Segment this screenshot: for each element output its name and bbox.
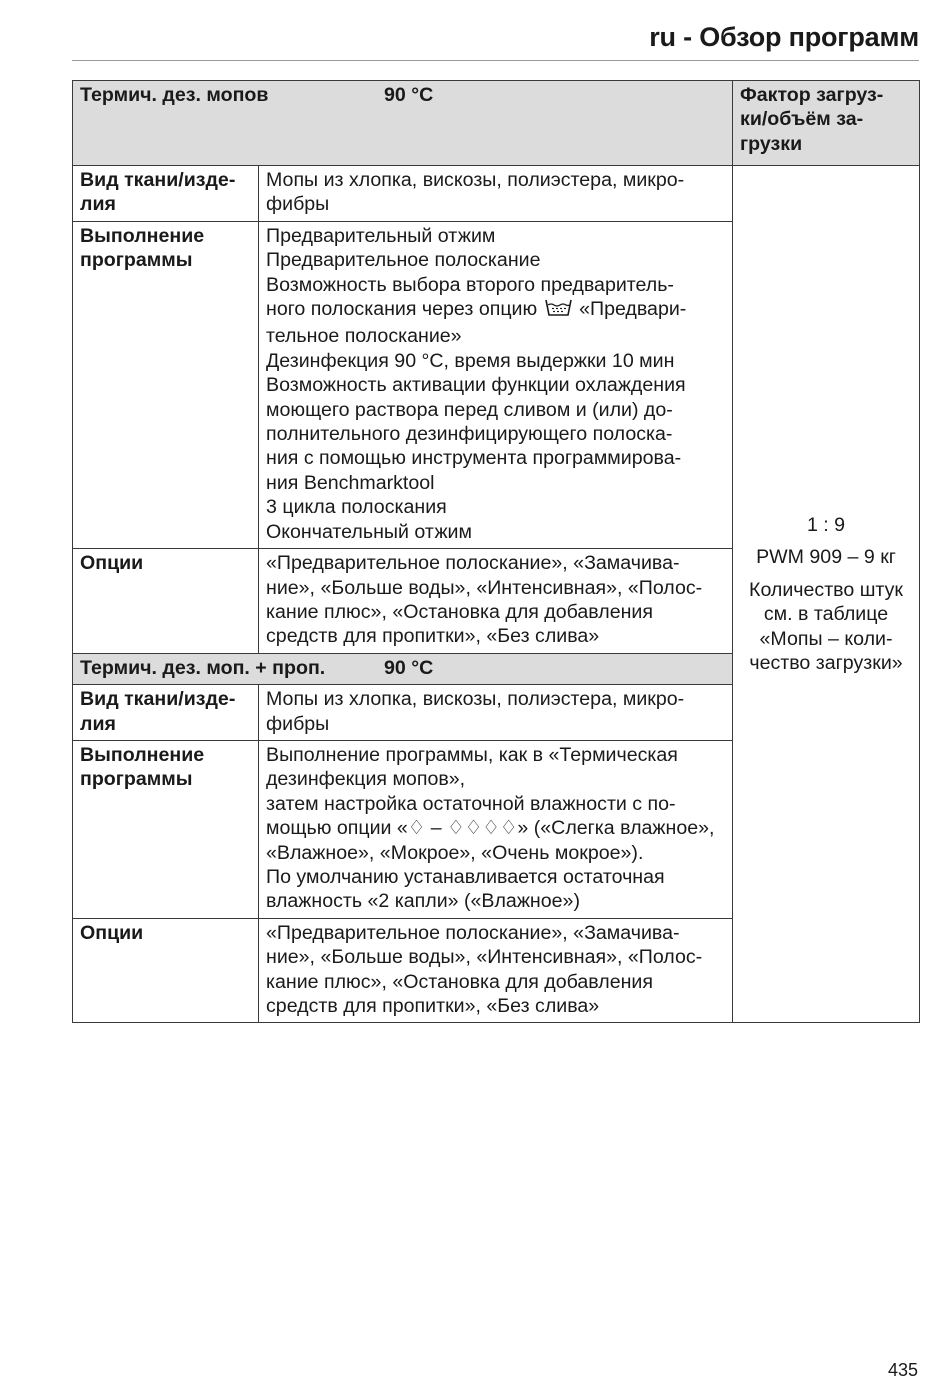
- fabric-value-line: фибры: [266, 712, 330, 735]
- options-line: средств для пропитки», «Без слива»: [266, 995, 600, 1017]
- execution-line: Предварительное полоскание: [266, 249, 541, 272]
- load-factor-header-line: ки/объём за-: [740, 108, 864, 131]
- fabric-label-line: Вид ткани/изде-: [80, 169, 236, 191]
- execution-label: [73, 740, 259, 918]
- fabric-value: [259, 685, 733, 741]
- load-factor-header-line: Фактор загруз-: [740, 84, 884, 106]
- fabric-label-line: лия: [80, 193, 116, 216]
- program-temperature: 90 °C: [384, 656, 434, 679]
- load-ratio: 1 : 9: [806, 513, 846, 536]
- fabric-label-line: лия: [80, 712, 116, 735]
- execution-line: моющего раствора перед сливом и (или) до-: [266, 398, 673, 421]
- options-line: «Предварительное полоскание», «Замачива-: [266, 921, 680, 944]
- options-label: Опции: [73, 918, 259, 1023]
- execution-line: мощью опции «♢ – ♢♢♢♢» («Слегка влажное»,: [266, 817, 715, 840]
- fabric-label: [73, 685, 259, 741]
- execution-line: Возможность выбора второго предваритель-: [266, 273, 674, 296]
- options-line: кание плюс», «Остановка для добавления: [266, 970, 653, 993]
- execution-line: полнительного дезинфицирующего полоска-: [266, 423, 673, 446]
- execution-line: 3 цикла полоскания: [266, 496, 447, 519]
- quantity-note: [737, 578, 915, 676]
- load-factor-header: [733, 81, 920, 166]
- options-value: [259, 549, 733, 654]
- execution-line: ния с помощью инструмента программирова-: [266, 447, 682, 470]
- options-value: [259, 918, 733, 1023]
- fabric-label: [73, 166, 259, 222]
- load-factor-cell: [733, 166, 920, 1023]
- program-title-cell: [73, 81, 733, 166]
- execution-line: Дезинфекция 90 °C, время выдержки 10 мин: [266, 349, 675, 372]
- options-line: «Предварительное полоскание», «Замачива-: [266, 552, 680, 575]
- page-number: 435: [887, 1360, 918, 1380]
- execution-line: затем настройка остаточной влажности с по-: [266, 792, 676, 815]
- page-title: ru - Обзор программ: [649, 22, 919, 52]
- table-row: [73, 166, 920, 222]
- page-header: [72, 0, 919, 61]
- execution-label-line: программы: [80, 249, 193, 272]
- execution-label: [73, 221, 259, 548]
- execution-label-line: Выполнение: [80, 224, 205, 247]
- execution-label-line: Выполнение: [80, 743, 205, 766]
- program-header-row: [73, 81, 920, 166]
- execution-line: тельное полоскание»: [266, 325, 462, 348]
- execution-line: [266, 297, 725, 324]
- program-title-cell: [73, 653, 733, 684]
- fabric-value: [259, 166, 733, 222]
- execution-value: [259, 740, 733, 918]
- execution-line: Окончательный отжим: [266, 520, 472, 543]
- quantity-note-line: «Мопы – коли-: [759, 627, 893, 650]
- prewash-icon: [544, 298, 573, 324]
- fabric-value-line: Мопы из хлопка, вискозы, полиэстера, микро-: [266, 688, 685, 711]
- execution-line: Выполнение программы, как в «Термическая: [266, 743, 678, 766]
- program-temperature: 90 °C: [384, 84, 434, 106]
- execution-line: «Влажное», «Мокрое», «Очень мокрое»).: [266, 841, 644, 864]
- machine-model: PWM 909 – 9 кг: [756, 546, 896, 569]
- execution-line: влажность «2 капли» («Влажное»): [266, 890, 580, 913]
- execution-line: дезинфекция мопов»,: [266, 768, 466, 791]
- execution-line: Возможность активации функции охлаждения: [266, 374, 686, 397]
- execution-line: ния Benchmarktool: [266, 471, 435, 494]
- quantity-note-line: чество загрузки»: [749, 652, 903, 675]
- quantity-note-line: Количество штук: [749, 578, 903, 601]
- fabric-label-line: Вид ткани/изде-: [80, 688, 236, 711]
- execution-value: [259, 221, 733, 548]
- program-name: Термич. дез. мопов: [80, 84, 269, 106]
- execution-line: Предварительный отжим: [266, 224, 496, 247]
- options-line: кание плюс», «Остановка для добавления: [266, 600, 653, 623]
- options-label: Опции: [73, 549, 259, 654]
- execution-line: По умолчанию устанавливается остаточная: [266, 865, 665, 888]
- execution-label-line: программы: [80, 768, 193, 791]
- execution-line-part: ного полоскания через опцию: [266, 298, 538, 321]
- load-factor-header-line: грузки: [740, 132, 803, 155]
- program-name: Термич. дез. моп. + проп.: [80, 656, 326, 679]
- execution-line-part: «Предвари-: [579, 298, 687, 321]
- options-line: ние», «Больше воды», «Интенсивная», «Полос-: [266, 946, 703, 969]
- fabric-value-line: фибры: [266, 193, 330, 216]
- quantity-note-line: см. в таблице: [763, 603, 889, 626]
- options-line: средств для пропитки», «Без слива»: [266, 625, 600, 648]
- program-table: [72, 80, 920, 1023]
- options-line: ние», «Больше воды», «Интенсивная», «Полос-: [266, 576, 703, 599]
- fabric-value-line: Мопы из хлопка, вискозы, полиэстера, микро-: [266, 169, 685, 191]
